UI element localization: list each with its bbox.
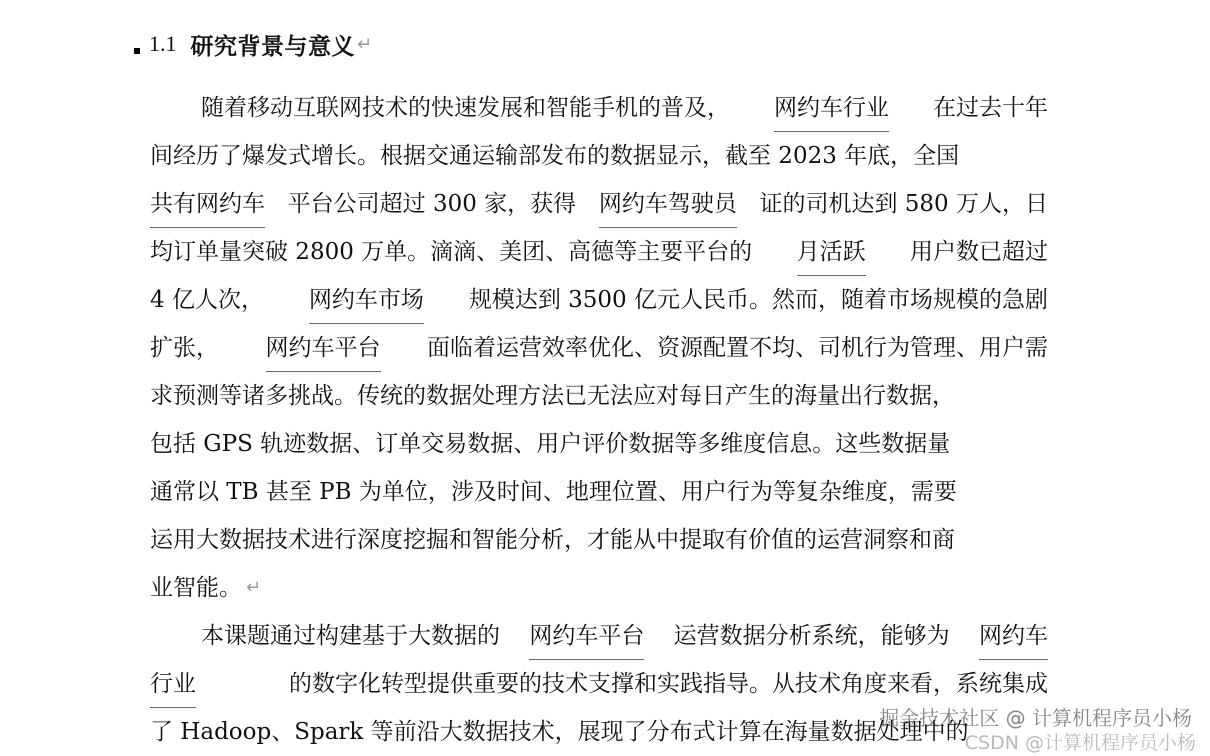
section-title: 研究背景与意义	[190, 32, 355, 60]
text-run: 4 亿人次，	[150, 287, 264, 313]
text-run: 求预测等诸多挑战。传统的数据处理方法已无法应对每日产生的海量出行数据，	[150, 383, 955, 409]
text-run: 在过去十年	[933, 95, 1048, 121]
text-run: 运用大数据技术进行深度挖掘和智能分析，才能从中提取有价值的运营洞察和商	[150, 527, 955, 553]
text-run: 业智能。	[150, 575, 242, 601]
paragraph-mark-icon: ↵	[246, 577, 262, 598]
text-run: 了 Hadoop、Spark 等前沿大数据技术，展现了分布式计算在	[150, 719, 785, 745]
text-line	[150, 660, 1048, 708]
underlined-term[interactable]: 网约车市场	[309, 276, 424, 324]
underlined-term[interactable]: 月活跃	[797, 228, 866, 276]
text-run: 间经历了爆发式增长。根据交通运输部发布的数据显示，截至 2023 年底，全国	[150, 143, 960, 169]
text-line	[150, 564, 1048, 612]
text-run: 本课题通过构建基于大数据的	[201, 623, 500, 649]
text-line	[150, 612, 1048, 660]
text-line	[150, 372, 1048, 420]
text-run: 随着移动互联网技术的快速发展和智能手机的普及，	[201, 95, 730, 121]
text-line	[150, 468, 1048, 516]
juejin-watermark: 掘金技术社区 @ 计算机程序员小杨	[879, 706, 1192, 730]
document-body	[150, 84, 1048, 756]
text-run: 通常以 TB 甚至 PB 为单位，涉及时间、地理位置、用户行为等复杂维度，需要	[150, 479, 957, 505]
underlined-term[interactable]: 行业	[150, 660, 196, 708]
section-heading	[134, 26, 372, 62]
text-run: 均订单量突破 2800 万单。滴滴、美团、高德等主要平台的	[150, 239, 753, 265]
section-number: 1.1	[149, 31, 177, 56]
underlined-term[interactable]: 网约车行业	[774, 84, 889, 132]
csdn-watermark: CSDN @计算机程序员小杨	[964, 732, 1196, 754]
text-run: 海量数据处理中的	[784, 719, 969, 745]
underlined-term[interactable]: 共有网约车	[150, 180, 265, 228]
text-line	[150, 276, 1048, 324]
text-run: 证的司机达到 580 万人，日	[759, 191, 1048, 217]
text-line	[150, 84, 1048, 132]
text-run: 运营数据分析系统，能够为	[673, 623, 950, 649]
text-line	[150, 228, 1048, 276]
paragraph-mark-icon: ↵	[357, 33, 373, 55]
text-run: 扩张，	[150, 335, 219, 361]
text-run: 平台公司超过 300 家，获得	[287, 191, 577, 217]
text-run: 规模达到 3500 亿元人民币。然而，随着市场规模的急剧	[468, 287, 1048, 313]
text-line	[150, 132, 1048, 180]
text-line	[150, 324, 1048, 372]
heading-bullet-marker	[134, 48, 140, 54]
text-run: 的数字化转型提供重要的技术支撑和实践指导。从技术角度来看，系统集成	[289, 671, 1048, 697]
text-run: 用户数已超过	[910, 239, 1048, 265]
text-line	[150, 516, 1048, 564]
underlined-term[interactable]: 网约车平台	[529, 612, 644, 660]
text-line	[150, 420, 1048, 468]
underlined-term[interactable]: 网约车	[979, 612, 1048, 660]
text-run: 面临着运营效率优化、资源配置不均、司机行为管理、用户需	[427, 335, 1048, 361]
text-run: 包括 GPS 轨迹数据、订单交易数据、用户评价数据等多维度信息。这些数据量	[150, 431, 951, 457]
underlined-term[interactable]: 网约车驾驶员	[599, 180, 737, 228]
text-line	[150, 180, 1048, 228]
underlined-term[interactable]: 网约车平台	[266, 324, 381, 372]
